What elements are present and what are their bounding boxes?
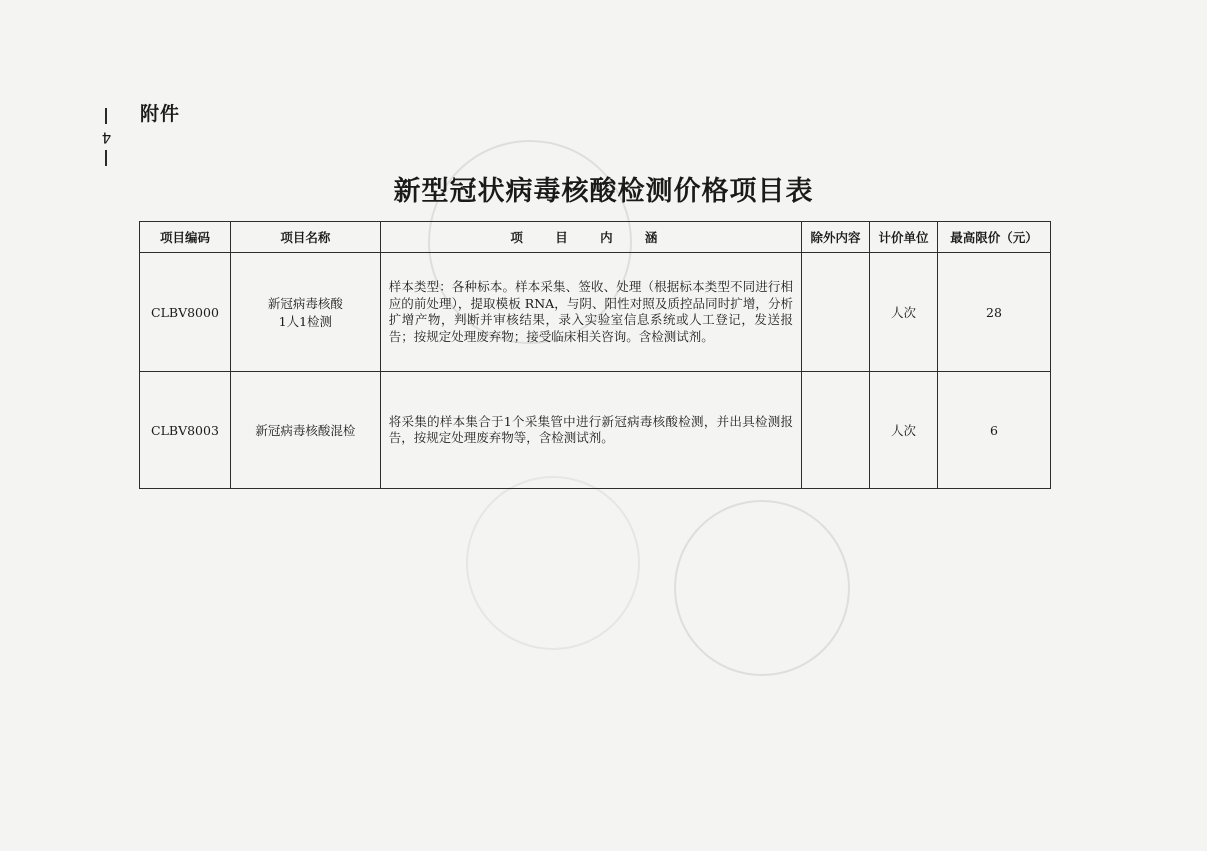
header-code: 项目编码 [140,222,231,253]
header-content: 项 目 内 涵 [380,222,801,253]
official-seal-faded [674,500,850,676]
header-excluded: 除外内容 [802,222,870,253]
header-name: 项目名称 [230,222,380,253]
attachment-label: 附件 [140,103,181,125]
cell-unit: 人次 [870,372,938,489]
page-number-dash [105,108,107,124]
cell-content: 样本类型：各种标本。样本采集、签收、处理（根据标本类型不同进行相应的前处理），提取模板 RNA，与阴、阳性对照及质控品同时扩增，分析扩增产物，判断并审核结果，录入实验室信息系统或人工登记，发送报告；按规定处理废弃物；接受临床相关咨询。含检测试剂。 [380,253,801,372]
cell-name [230,372,380,489]
cell-name [230,253,380,372]
cell-name-line: 1人1检测 [278,314,333,329]
cell-max-price: 6 [938,372,1051,489]
cell-code: CLBV8000 [140,253,231,372]
cell-unit: 人次 [870,253,938,372]
header-max-price: 最高限价（元） [938,222,1051,253]
header-unit: 计价单位 [870,222,938,253]
cell-code: CLBV8003 [140,372,231,489]
page-number-dash [105,150,107,166]
official-seal-faded [466,476,640,650]
page-number: 4 [101,128,111,147]
table-header-row [140,222,1051,253]
cell-excluded [802,253,870,372]
cell-content: 将采集的样本集合于1个采集管中进行新冠病毒核酸检测，并出具检测报告，按规定处理废弃物等，含检测试剂。 [380,372,801,489]
cell-name-line: 新冠病毒核酸 [267,296,343,311]
price-table [139,221,1051,489]
cell-max-price: 28 [938,253,1051,372]
page-title: 新型冠状病毒核酸检测价格项目表 [393,176,814,207]
cell-excluded [802,372,870,489]
cell-name-line: 新冠病毒核酸混检 [255,423,356,438]
table-row [140,253,1051,372]
table-row [140,372,1051,489]
